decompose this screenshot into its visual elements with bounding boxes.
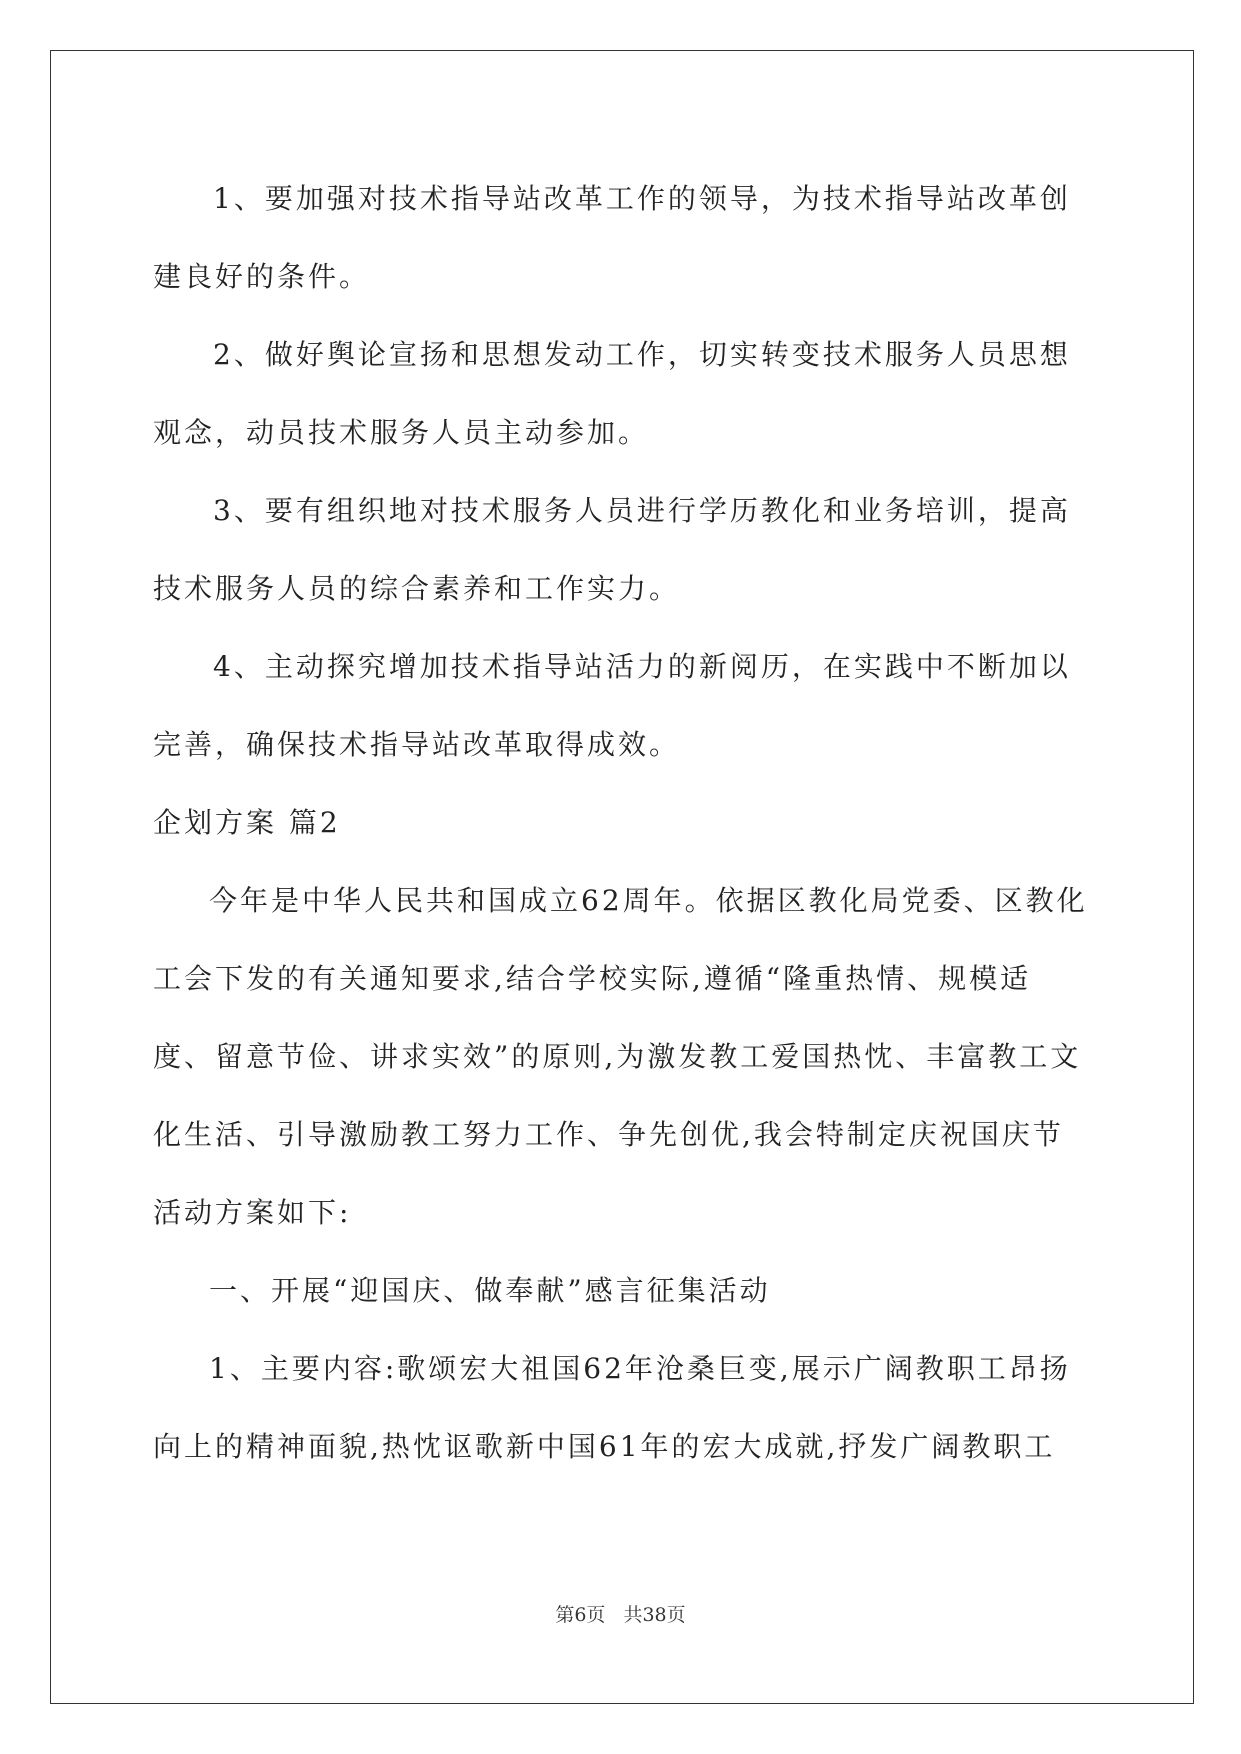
- page-number: 第6页: [555, 1604, 606, 1626]
- paragraph-main-content: 1、主要内容:歌颂宏大祖国62年沧桑巨变,展示广阔教职工昂扬向上的精神面貌,热忱讴歌新中国61年的宏大成就,抒发广阔教职工: [153, 1352, 1071, 1463]
- paragraph-intro: 今年是中华人民共和国成立62周年。依据区教化局党委、区教化工会下发的有关通知要求,结合学校实际,遵循“隆重热情、规模适度、留意节俭、讲求实效”的原则,为激发教工爱国热忱、丰富教工文化生活、引导激励教工努力工作、争先创优,我会特制定庆祝国庆节活动方案如下:: [153, 884, 1088, 1229]
- section-heading: 企划方案 篇2: [153, 806, 341, 839]
- paragraph-item-3: 3、要有组织地对技术服务人员进行学历教化和业务培训，提高技术服务人员的综合素养和工作实力。: [153, 494, 1071, 605]
- paragraph-item-1: 1、要加强对技术指导站改革工作的领导，为技术指导站改革创建良好的条件。: [153, 182, 1071, 293]
- paragraph-item-2: 2、做好舆论宣扬和思想发动工作，切实转变技术服务人员思想观念，动员技术服务人员主动参加。: [153, 338, 1071, 449]
- document-body: [153, 160, 1088, 1486]
- paragraph-item-4: 4、主动探究增加技术指导站活力的新阅历，在实践中不断加以完善，确保技术指导站改革取得成效。: [153, 650, 1071, 761]
- paragraph-section-one: 一、开展“迎国庆、做奉献”感言征集活动: [209, 1274, 771, 1307]
- page-total: 共38页: [623, 1604, 686, 1626]
- page-footer: [0, 1600, 1241, 1627]
